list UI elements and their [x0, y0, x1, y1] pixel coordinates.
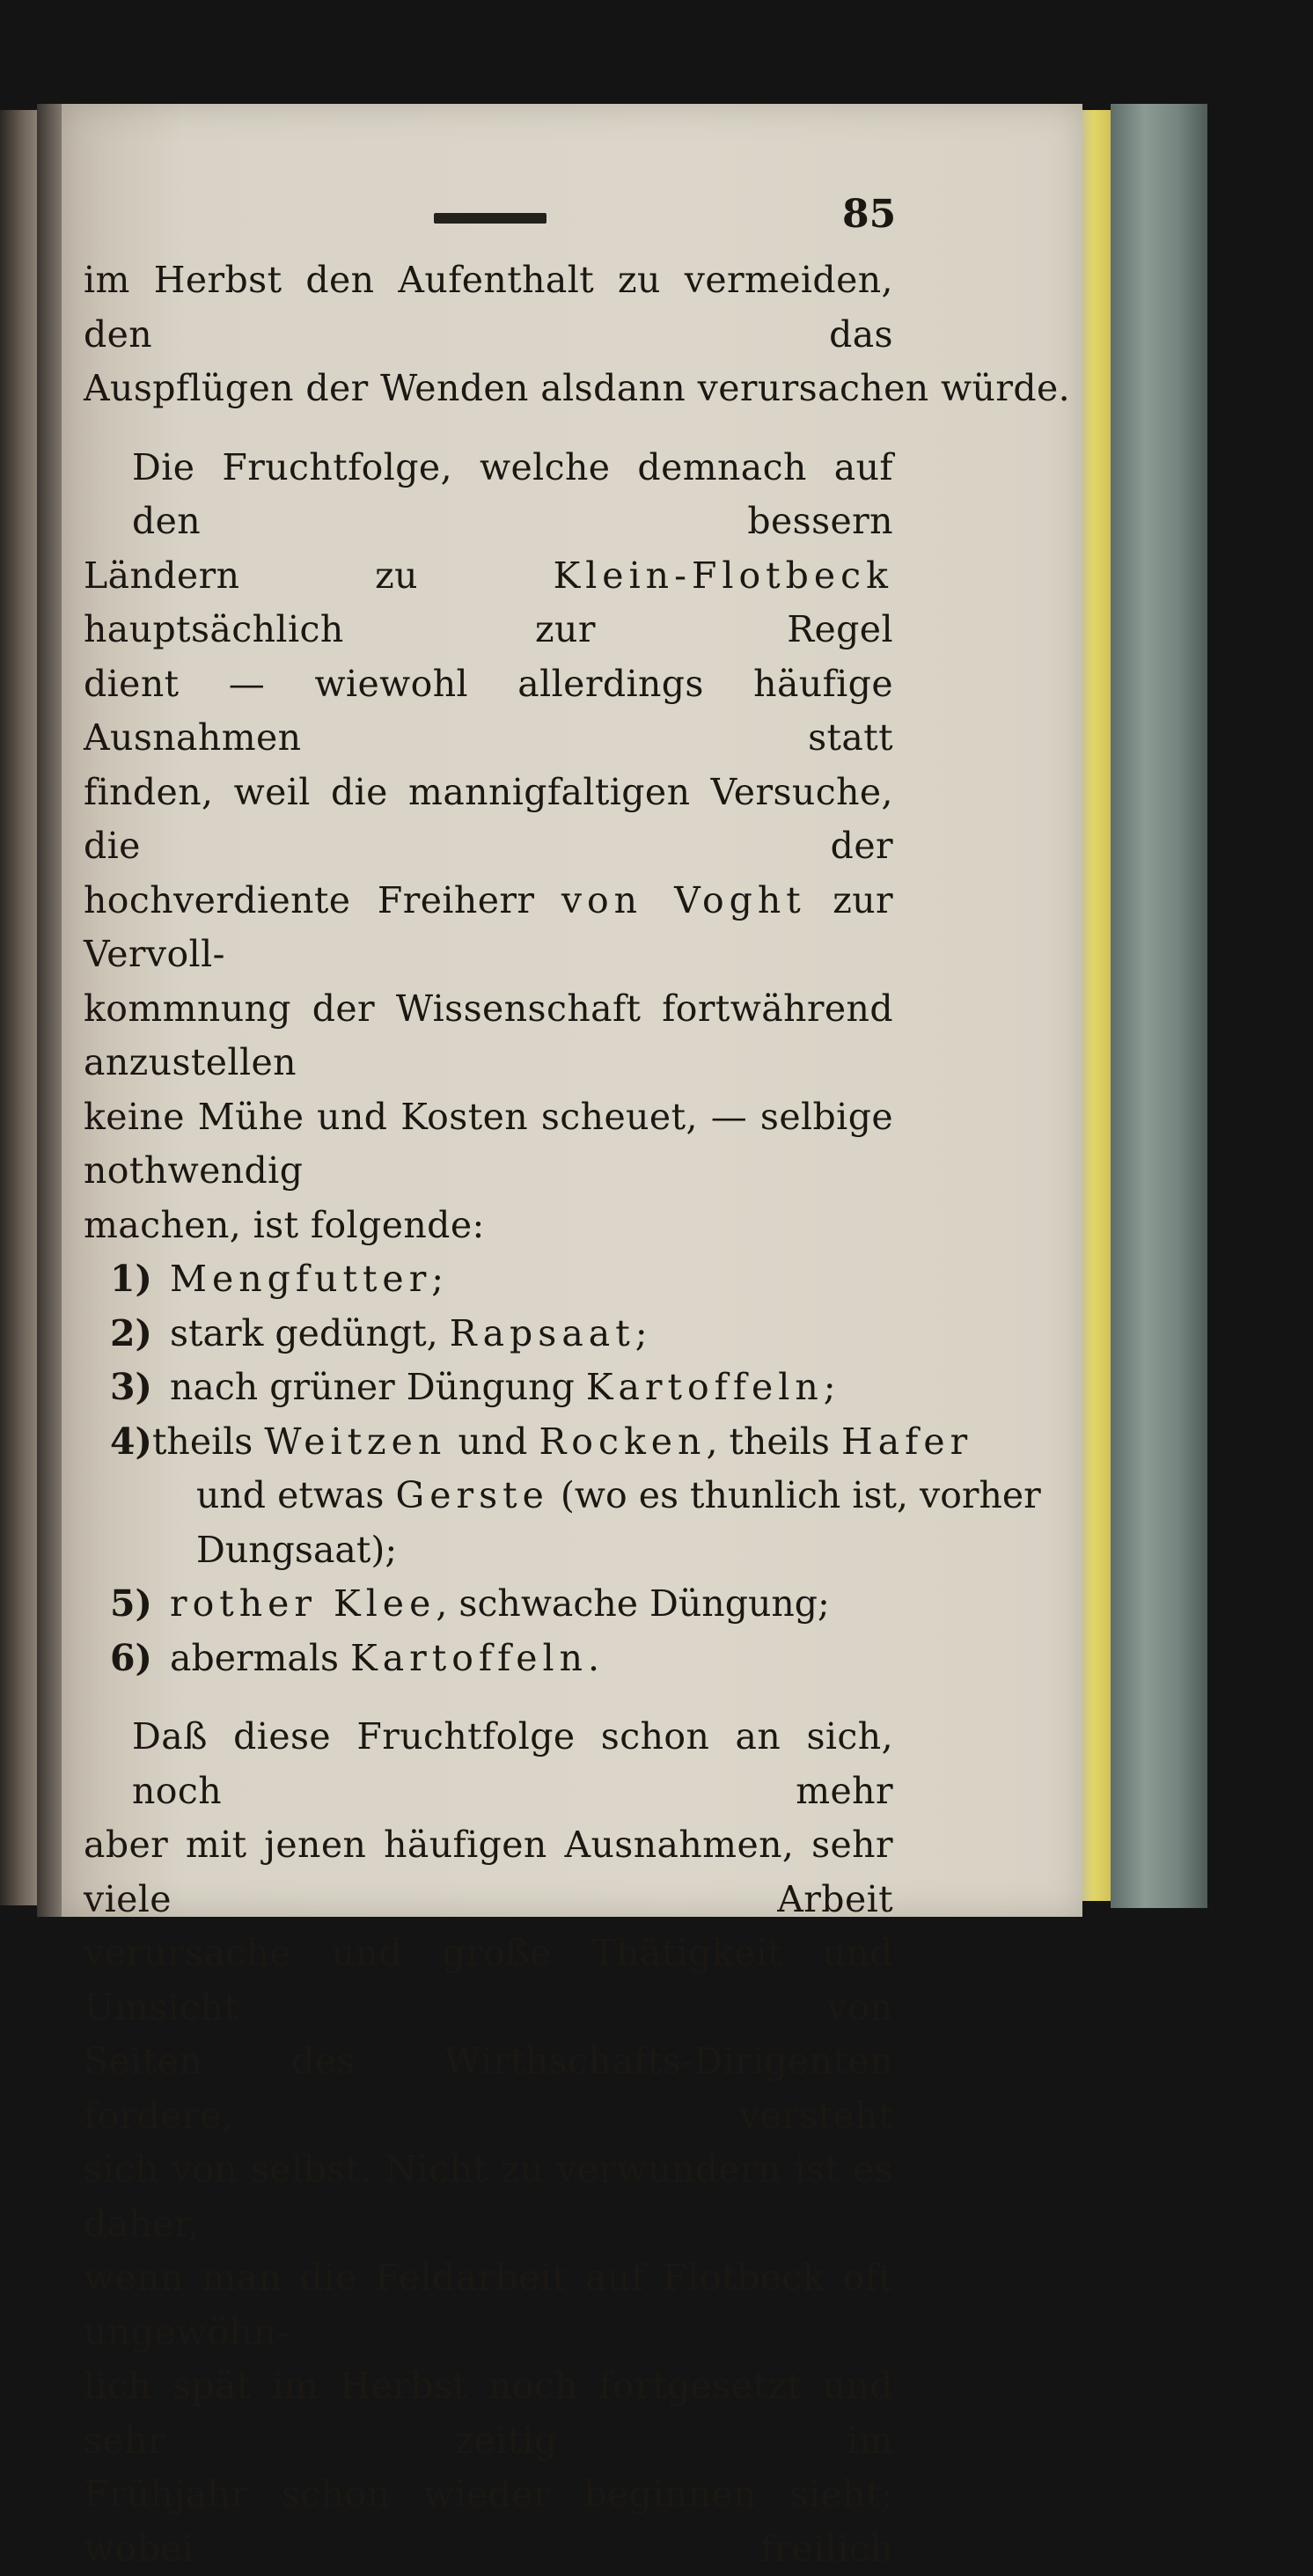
- list-text: nach grüner Düngung Kartoffeln;: [170, 1366, 836, 1408]
- text-line: Die Fruchtfolge, welche demnach auf den bessern: [132, 445, 893, 542]
- list-item: [110, 1415, 973, 1470]
- text-line: Ländern zu Klein-Flotbeck hauptsächlich zur Regel: [84, 554, 893, 650]
- text-line: wenn man die Feldarbeit auf Flotbeck oft ungewöhn-: [84, 2257, 893, 2353]
- text-line: Frühjahr schon wieder beginnen sieht; wobei freilich: [84, 2473, 893, 2570]
- page-edges: [1082, 110, 1111, 1901]
- list-text: stark gedüngt, Rapsaat;: [170, 1311, 648, 1354]
- text-line: dient — wiewohl allerdings häufige Ausnahmen statt: [84, 662, 893, 759]
- book-cover-edge: [1111, 104, 1207, 1908]
- list-item-continuation: [110, 1469, 1041, 1523]
- paragraph-fruchtfolge: [84, 441, 893, 1253]
- text-line: Auspflügen der Wenden alsdann verursachen würde.: [84, 367, 1071, 409]
- text-line: finden, weil die mannigfaltigen Versuche, die der: [84, 770, 893, 867]
- page-text: [84, 192, 1071, 2576]
- text-line: Daß diese Fruchtfolge schon an sich, noch mehr: [132, 1715, 893, 1812]
- text-line: hochverdiente Freiherr von Voght zur Vervoll-: [84, 878, 894, 975]
- page-number: 85: [842, 192, 897, 237]
- list-number: 4): [110, 1420, 152, 1463]
- text-line: im Herbst den Aufenthalt zu vermeiden, den das: [84, 259, 893, 356]
- list-text: Mengfutter;: [170, 1258, 444, 1300]
- list-item: [110, 1252, 893, 1307]
- left-page-edge: [0, 110, 37, 1905]
- list-text: rother Klee, schwache Düngung;: [170, 1582, 830, 1625]
- list-item: [110, 1307, 893, 1361]
- text-line: verursache und große Thätigkeit und Umsicht von: [84, 1932, 893, 2029]
- list-text: und etwas Gerste (wo es thunlich ist, vorher: [196, 1474, 1041, 1516]
- text-line: sich von selbst. Nicht zu verwundern ist es daher,: [84, 2148, 893, 2245]
- text-line: kommnung der Wissenschaft fortwährend anzustellen: [84, 987, 893, 1083]
- text-line: machen, ist folgende:: [84, 1203, 485, 1246]
- list-number: 2): [110, 1311, 152, 1354]
- list-item-continuation: [110, 1523, 893, 1578]
- text-line: aber mit jenen häufigen Ausnahmen, sehr viele Arbeit: [84, 1824, 893, 1920]
- list-item: [110, 1632, 893, 1686]
- page-header: [84, 192, 897, 253]
- list-text: abermals Kartoffeln.: [170, 1636, 600, 1679]
- paragraph-arbeit: [84, 1710, 893, 2576]
- header-ornament: [434, 213, 546, 224]
- list-item: [110, 1361, 893, 1415]
- list-text: theils Weitzen und Rocken, theils Hafer: [151, 1420, 973, 1463]
- list-number: 5): [110, 1582, 152, 1625]
- text-line: keine Mühe und Kosten scheuet, — selbige nothwendig: [84, 1095, 893, 1192]
- intro-paragraph: [84, 253, 1071, 416]
- list-text: Dungsaat);: [196, 1528, 398, 1571]
- text-line: Seiten des Wirthschafts-Dirigenten fordere, versteht: [84, 2040, 893, 2137]
- list-number: 6): [110, 1636, 152, 1679]
- text-line: lich spät im Herbst noch fortgesetzt und sehr zeitig im: [84, 2365, 893, 2462]
- list-number: 3): [110, 1366, 152, 1408]
- list-item: [110, 1577, 893, 1632]
- crop-rotation-list: [110, 1252, 1041, 1685]
- list-number: 1): [110, 1258, 152, 1300]
